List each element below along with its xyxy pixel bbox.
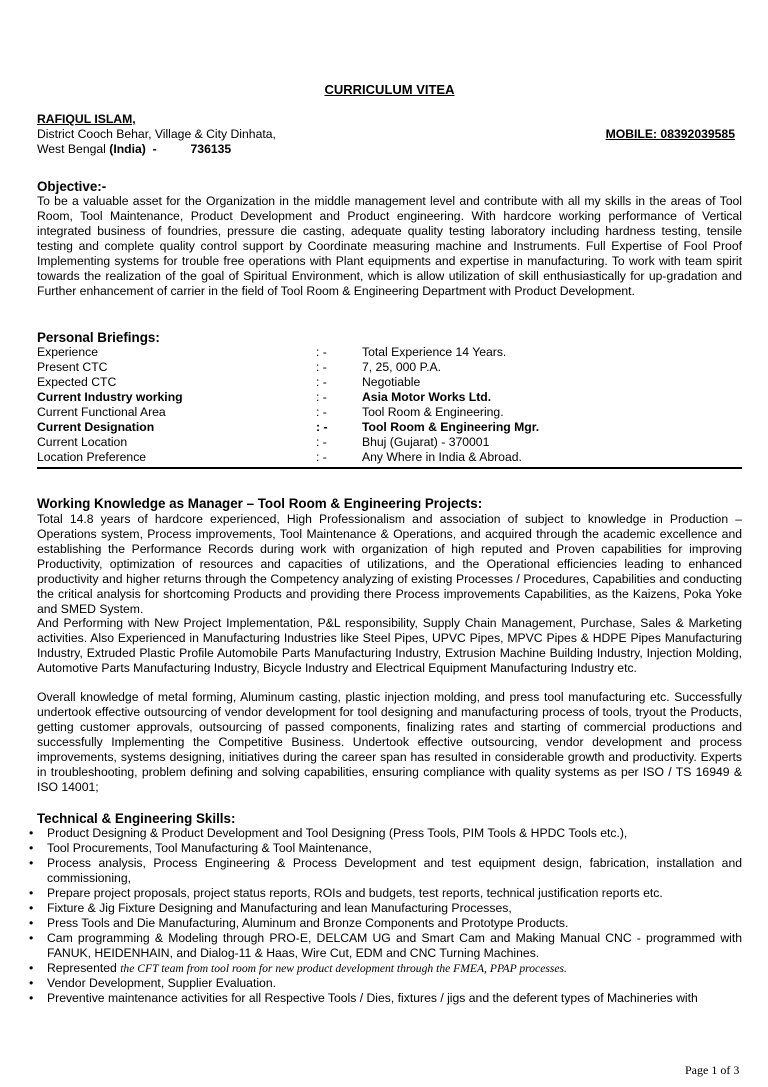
brief-sep: : - xyxy=(316,345,327,359)
address-pin: 736135 xyxy=(190,142,232,156)
brief-sep: : - xyxy=(316,420,328,434)
bullet-icon: • xyxy=(29,961,34,975)
brief-value: Tool Room & Engineering Mgr. xyxy=(362,420,540,434)
brief-value: Asia Motor Works Ltd. xyxy=(362,390,492,404)
list-item: • Vendor Development, Supplier Evaluation. xyxy=(29,976,276,990)
list-item: • Tool Procurements, Tool Manufacturing & Tool Maintenance, xyxy=(29,841,372,855)
list-item: • Prepare project proposals, project status reports, ROIs and budgets, test reports, technical justification reports etc. xyxy=(29,886,663,900)
brief-sep: : - xyxy=(316,405,327,419)
brief-sep: : - xyxy=(316,360,327,374)
brief-row xyxy=(37,360,742,375)
brief-sep: : - xyxy=(316,450,327,464)
brief-row xyxy=(37,435,742,450)
bullet-icon: • xyxy=(29,841,34,855)
brief-value: Tool Room & Engineering. xyxy=(362,405,504,419)
working-paragraph-3: Overall knowledge of metal forming, Aluminum casting, plastic injection molding, and press tool manufacturing etc. Successfully undertook effective outsourcing of vendor development for tool designing and manufacturing process of tools, tryout the Products, getting customer approvals, outsourcing of passed components, finalizing rates and starting of commercial productions and successfully Implementing the Competitive Business. Undertook effective outsourcing, vendor development and process improvements, systems designing, initiatives during the career span has resulted in considerable growth and productivity. Experts in troubleshooting, problem defining and solving capabilities, ensuring compliance with quality systems as per ISO / TS 16949 & ISO 14001; xyxy=(37,690,742,794)
brief-label: Expected CTC xyxy=(37,375,117,389)
personal-heading: Personal Briefings: xyxy=(37,330,160,345)
bullet-icon: • xyxy=(29,826,34,840)
address-state: West Bengal xyxy=(37,142,110,156)
bullet-icon: • xyxy=(29,931,34,945)
represented-text: the CFT team from tool room for new product development through the FMEA, PPAP processes. xyxy=(120,962,567,975)
list-item xyxy=(29,961,742,976)
brief-value: Negotiable xyxy=(362,375,421,389)
objective-text: To be a valuable asset for the Organization in the middle management level and contribute with all my skills in the areas of Tool Room, Tool Maintenance, Product Development and Product engineering. With hardcore working performance of Vertical integrated business of foundries, pressure die casting, adequate quality testing laboratory including hardness testing, tensile testing and complete quality control support by Coordinate measuring machine and Instruments. Full Expertise of Fool Proof Implementing systems for trouble free operations with Plant equipments and expertise in manufacturing. To work with team spirit towards the realization of the goal of Spiritual Environment, which is allow utilization of skill enthusiastically for up-gradation and Further enhancement of carrier in the field of Tool Room & Engineering Department with Product Development. xyxy=(37,194,742,298)
bullet-icon: • xyxy=(29,886,34,900)
address-line-1: District Cooch Behar, Village & City Dinhata, xyxy=(37,127,276,141)
brief-label: Location Preference xyxy=(37,450,147,464)
bullet-icon: • xyxy=(29,976,34,990)
list-item: • Press Tools and Die Manufacturing, Aluminum and Bronze Components and Prototype Products. xyxy=(29,916,569,930)
skills-list xyxy=(29,826,742,1006)
brief-sep: : - xyxy=(316,375,327,389)
brief-sep: : - xyxy=(316,435,327,449)
page-number: Page 1 of 3 xyxy=(685,1063,740,1077)
list-item: • Preventive maintenance activities for all Respective Tools / Dies, fixtures / jigs and the deferent types of Machineries with xyxy=(29,991,698,1005)
list-item: • Cam programming & Modeling through PRO-E, DELCAM UG and Smart Cam and Making Manual CNC - programmed with FANUK, HEIDENHAIN, and Dialog-11 & Haas, Wire Cut, EDM and CNC Turning Machines. xyxy=(29,931,742,960)
brief-label: Current Industry working xyxy=(37,390,183,404)
working-knowledge-heading: Working Knowledge as Manager – Tool Room & Engineering Projects: xyxy=(37,496,483,511)
personal-briefings-table xyxy=(37,345,742,465)
bullet-icon: • xyxy=(29,856,34,870)
brief-row xyxy=(37,420,742,435)
brief-value: 7, 25, 000 P.A. xyxy=(362,360,442,374)
brief-sep: : - xyxy=(316,390,327,404)
working-paragraph-2: And Performing with New Project Implementation, P&L responsibility, Supply Chain Management, Purchase, Sales & Marketing activities. Also Experienced in Manufacturing Industries like Steel Pipes, UPVC Pipes, MPVC Pipes & HDPE Pipes Manufacturing Industry, Extruded Plastic Profile Automobile Parts Manufacturing Industry, Extrusion Machine Building Industry, Injection Molding, Automotive Parts Manufacturing Industry, Bicycle Industry and Electrical Equipment Manufacturing Industry etc. xyxy=(37,616,742,675)
section-divider xyxy=(37,467,742,469)
brief-label: Current Functional Area xyxy=(37,405,166,419)
brief-value: Any Where in India & Abroad. xyxy=(362,450,522,464)
working-paragraph-1: Total 14.8 years of hardcore experienced, High Professionalism and association of subject to knowledge in Production – Operations system, Process improvements, Tool Maintenance & Operations, and acquired through the academic excellence and establishing the Performance Records during work with organization of high reputed and Proven capabilities for improving Productivity, optimization of resources and capacities of utilizations, and the Operational efficiencies leading to enhanced productivity and higher returns through the Competency analyzing of existing Processes / Procedures, Capabilities and conducting the critical analysis for shortcoming Products and providing there Process improvements Capabilities, as the Kaizens, Poka Yoke and SMED System. xyxy=(37,512,742,616)
brief-row xyxy=(37,345,742,360)
skills-heading: Technical & Engineering Skills: xyxy=(37,811,236,826)
brief-row xyxy=(37,450,742,465)
address-line-2 xyxy=(37,142,231,157)
bullet-icon: • xyxy=(29,916,34,930)
brief-label: Experience xyxy=(37,345,98,359)
represented-prefix: Represented xyxy=(47,961,121,975)
address-country: (India) xyxy=(109,142,146,156)
document-title: CURRICULUM VITEA xyxy=(324,82,455,97)
objective-heading: Objective:- xyxy=(37,179,107,194)
brief-label: Present CTC xyxy=(37,360,108,374)
bullet-icon: • xyxy=(29,991,34,1005)
brief-row xyxy=(37,390,742,405)
list-item: • Process analysis, Process Engineering & Process Development and test equipment design, fabrication, installation and commissioning, xyxy=(29,856,742,885)
brief-value: Total Experience 14 Years. xyxy=(362,345,507,359)
mobile-number: MOBILE: 08392039585 xyxy=(605,127,735,141)
brief-row xyxy=(37,375,742,390)
list-item: • Product Designing & Product Development and Tool Designing (Press Tools, PIM Tools & HPDC Tools etc.), xyxy=(29,826,628,840)
list-item: • Fixture & Jig Fixture Designing and Manufacturing and lean Manufacturing Processes, xyxy=(29,901,512,915)
candidate-name: RAFIQUL ISLAM, xyxy=(37,112,136,126)
bullet-icon: • xyxy=(29,901,34,915)
brief-label: Current Designation xyxy=(37,420,155,434)
address-separator: - xyxy=(145,142,164,156)
brief-value: Bhuj (Gujarat) - 370001 xyxy=(362,435,490,449)
brief-row xyxy=(37,405,742,420)
brief-label: Current Location xyxy=(37,435,128,449)
